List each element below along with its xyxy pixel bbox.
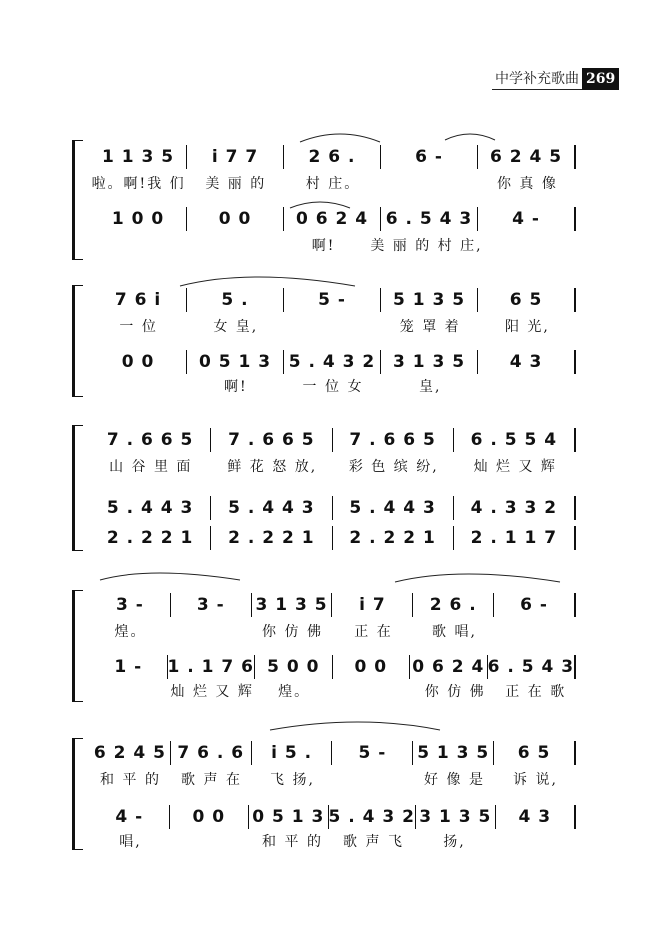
lyric-text: 一 位 bbox=[119, 319, 158, 335]
lyric-text: 女 皇, bbox=[213, 319, 259, 335]
voice-2-notes bbox=[90, 349, 576, 375]
measure: 2 . 2 2 1 bbox=[333, 526, 454, 550]
voice-2-notes bbox=[90, 804, 576, 830]
measure: 3 - bbox=[90, 593, 171, 617]
lyric-text: 笼 罩 着 bbox=[399, 319, 461, 335]
measure: 5 . bbox=[187, 288, 284, 312]
lyric-text: 美 丽 的 村 庄, bbox=[370, 238, 483, 254]
measure: 5 . 4 3 2 bbox=[284, 350, 381, 374]
measure: 6 . 5 4 3 bbox=[487, 657, 575, 677]
measure: 5 1 3 5 bbox=[381, 288, 478, 312]
measure: 0 0 bbox=[187, 207, 284, 231]
measure: 6 2 4 5 bbox=[478, 145, 576, 169]
measure: 6 5 bbox=[478, 288, 576, 312]
measure: 0 6 2 4 bbox=[410, 655, 488, 679]
voice-2-notes bbox=[90, 206, 576, 232]
score-system-5 bbox=[76, 738, 576, 850]
voice-2-notes bbox=[90, 654, 576, 680]
lyric-text: 你 仿 佛 bbox=[424, 684, 486, 700]
lyric-text: 诉 说, bbox=[513, 772, 558, 788]
measure: 2 6 . bbox=[413, 593, 494, 617]
lyric-text: 一 位 女 bbox=[302, 379, 364, 395]
lyric-text: 鲜 花 怒 放, bbox=[227, 459, 318, 475]
lyric-text: 灿 烂 又 辉 bbox=[473, 459, 557, 475]
measure: 3 1 3 5 bbox=[381, 350, 478, 374]
lyric-text: 皇, bbox=[418, 379, 442, 395]
measure: 5 . 4 4 3 bbox=[333, 496, 454, 520]
measure: 5 - bbox=[332, 741, 413, 765]
measure: 6 . 5 5 4 bbox=[454, 428, 576, 452]
lyric-text: 山 谷 里 面 bbox=[109, 459, 193, 475]
lyric-text: 歌 唱, bbox=[432, 624, 477, 640]
lyric-text: 啊! bbox=[311, 238, 336, 254]
voice-1-notes bbox=[90, 740, 576, 766]
voice-1-notes bbox=[90, 287, 576, 313]
measure: 4 3 bbox=[496, 805, 577, 829]
measure: 5 . 4 4 3 bbox=[90, 496, 211, 520]
lyric-text: 正 在 bbox=[354, 624, 393, 640]
measure: 1 1 3 5 bbox=[90, 145, 187, 169]
voice-1-lyrics bbox=[90, 768, 576, 790]
lyric-text: 你 仿 佛 bbox=[262, 624, 323, 640]
voice-2-lyrics bbox=[90, 234, 576, 256]
lyric-text: 飞 扬, bbox=[270, 772, 315, 788]
measure: 6 . 5 4 3 bbox=[381, 207, 478, 231]
voice-2-notes bbox=[90, 495, 576, 521]
voice-2-lyrics bbox=[90, 375, 576, 397]
measure: 2 6 . bbox=[284, 145, 381, 169]
voice-2-lyrics bbox=[90, 680, 576, 702]
measure: 4 . 3 3 2 bbox=[454, 496, 576, 520]
lyric-text: 正 在 歌 bbox=[505, 684, 567, 700]
lyric-text: 煌。 bbox=[278, 684, 311, 700]
measure: 0 0 bbox=[170, 805, 250, 829]
voice-2-lyrics bbox=[90, 830, 576, 852]
measure: 5 - bbox=[284, 288, 381, 312]
measure: 5 . 4 3 2 bbox=[328, 807, 415, 827]
voice-3-notes bbox=[90, 525, 576, 551]
measure: 7 . 6 6 5 bbox=[90, 428, 211, 452]
score-system-2 bbox=[76, 285, 576, 397]
measure: 0 0 bbox=[333, 655, 411, 679]
measure: 2 . 1 1 7 bbox=[454, 526, 576, 550]
voice-1-lyrics bbox=[90, 620, 576, 642]
measure: 7 . 6 6 5 bbox=[211, 428, 332, 452]
lyric-text: 歌 声 飞 bbox=[343, 834, 404, 850]
slur-mark bbox=[395, 574, 560, 582]
lyric-text: 彩 色 缤 纷, bbox=[348, 459, 439, 475]
measure: 1 0 0 bbox=[90, 207, 187, 231]
measure: 1 . 1 7 6 bbox=[167, 657, 254, 677]
lyric-text: 和 平 的 bbox=[100, 772, 161, 788]
measure: 7 6 i bbox=[90, 288, 187, 312]
measure: 5 0 0 bbox=[255, 655, 333, 679]
measure: i 7 bbox=[332, 593, 413, 617]
lyric-text: 好 像 是 bbox=[424, 772, 485, 788]
lyric-text: 你 真 像 bbox=[496, 176, 558, 192]
lyric-text: 和 平 的 bbox=[262, 834, 323, 850]
slur-mark bbox=[100, 573, 240, 580]
score-system-4 bbox=[76, 590, 576, 702]
page-number: 269 bbox=[582, 68, 619, 90]
measure: i 7 7 bbox=[187, 145, 284, 169]
measure: 5 1 3 5 bbox=[413, 741, 494, 765]
measure: 0 0 bbox=[90, 350, 187, 374]
measure: 4 - bbox=[478, 207, 576, 231]
measure: 6 - bbox=[381, 145, 478, 169]
measure: 3 1 3 5 bbox=[416, 805, 496, 829]
voice-1-lyrics bbox=[90, 455, 576, 477]
slur-mark bbox=[270, 722, 440, 730]
voice-1-lyrics bbox=[90, 172, 576, 194]
lyric-text: 煌。 bbox=[114, 624, 147, 640]
measure: 7 6 . 6 bbox=[171, 741, 252, 765]
measure: 2 . 2 2 1 bbox=[90, 526, 211, 550]
voice-1-notes bbox=[90, 592, 576, 618]
lyric-text: 唱, bbox=[119, 834, 142, 850]
lyric-text: 啊! bbox=[223, 379, 248, 395]
measure: i 5 . bbox=[252, 741, 333, 765]
measure: 2 . 2 2 1 bbox=[211, 526, 332, 550]
voice-1-lyrics bbox=[90, 315, 576, 337]
voice-1-notes bbox=[90, 144, 576, 170]
lyric-text: 美 丽 的 bbox=[205, 176, 267, 192]
score-system-1 bbox=[76, 140, 576, 260]
lyric-text: 阳 光, bbox=[504, 319, 550, 335]
measure: 6 - bbox=[494, 593, 576, 617]
measure: 6 5 bbox=[494, 741, 576, 765]
measure: 4 3 bbox=[478, 350, 576, 374]
measure: 5 . 4 4 3 bbox=[211, 496, 332, 520]
measure: 3 - bbox=[171, 593, 252, 617]
lyric-text: 啦。啊!我 们 bbox=[91, 176, 186, 192]
measure: 7 . 6 6 5 bbox=[333, 428, 454, 452]
measure: 6 2 4 5 bbox=[90, 741, 171, 765]
lyric-text: 扬, bbox=[443, 834, 466, 850]
measure: 0 5 1 3 bbox=[249, 805, 329, 829]
page-header bbox=[492, 68, 616, 90]
measure: 0 6 2 4 bbox=[284, 207, 381, 231]
lyric-text: 歌 声 在 bbox=[181, 772, 242, 788]
measure: 0 5 1 3 bbox=[187, 350, 284, 374]
voice-1-notes bbox=[90, 427, 576, 453]
book-title: 中学补充歌曲 bbox=[492, 68, 582, 90]
score-system-3 bbox=[76, 425, 576, 551]
lyric-text: 村 庄。 bbox=[305, 176, 361, 192]
measure: 1 - bbox=[90, 655, 168, 679]
measure: 3 1 3 5 bbox=[252, 593, 333, 617]
measure: 4 - bbox=[90, 805, 170, 829]
lyric-text: 灿 烂 又 辉 bbox=[170, 684, 254, 700]
